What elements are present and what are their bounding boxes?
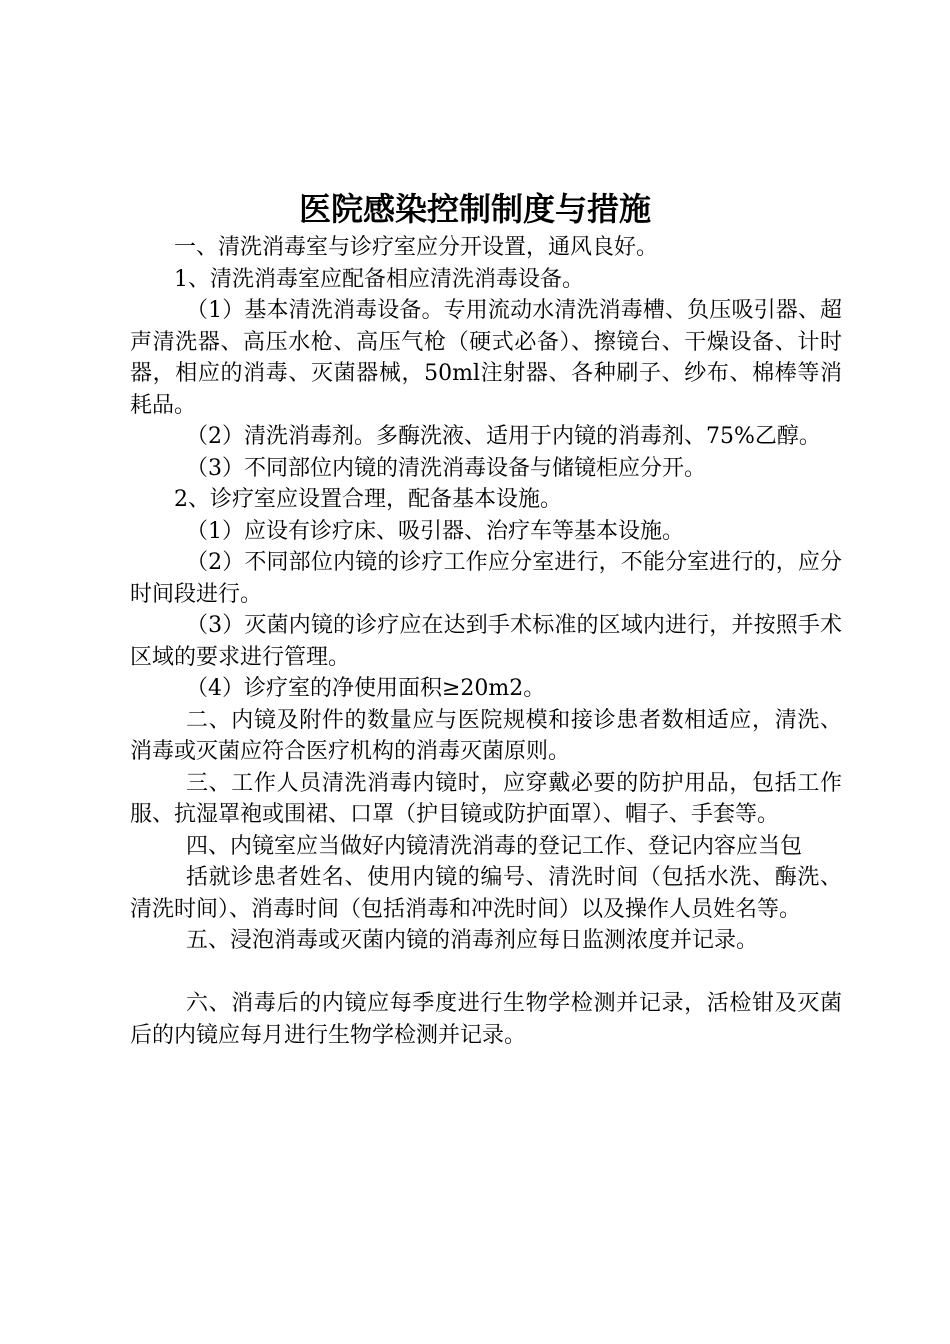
paragraph: （2）清洗消毒剂。多酶洗液、适用于内镜的消毒剂、75%乙醇。: [186, 424, 821, 449]
paragraph: 五、浸泡消毒或灭菌内镜的消毒剂应每日监测浓度并记录。: [186, 928, 759, 953]
paragraph: （3）不同部位内镜的清洗消毒设备与储镜柜应分开。: [186, 455, 706, 481]
paragraph: 四、内镜室应当做好内镜清洗消毒的登记工作、登记内容应当包: [186, 833, 803, 859]
paragraph: （2）不同部位内镜的诊疗工作应分室进行，不能分室进行的，应分时间段进行。: [130, 550, 842, 607]
paragraph: 一、清洗消毒室与诊疗室应分开设置，通风良好。: [174, 235, 659, 260]
blank-line: [130, 957, 842, 989]
paragraph: （3）灭菌内镜的诊疗应在达到手术标准的区域内进行，并按照手术区域的要求进行管理。: [130, 613, 842, 670]
paragraph: 六、消毒后的内镜应每季度进行生物学检测并记录，活检钳及灭菌后的内镜应每月进行生物学检测并记录。: [130, 991, 842, 1048]
paragraph: 1、清洗消毒室应配备相应清洗消毒设备。: [174, 266, 584, 292]
document-title: 医院感染控制制度与措施: [298, 190, 651, 228]
paragraph: （4）诊疗室的净使用面积≥20m2。: [186, 676, 546, 701]
paragraph: 二、内镜及附件的数量应与医院规模和接诊患者数相适应，清洗、消毒或灭菌应符合医疗机构的消毒灭菌原则。: [130, 707, 842, 764]
paragraph: （1）基本清洗消毒设备。专用流动水清洗消毒槽、负压吸引器、超声清洗器、高压水枪、高压气枪（硬式必备）、擦镜台、干燥设备、计时器，相应的消毒、灭菌器械，50ml注射器、各种刷子、纱布、棉棒等消耗品。: [130, 298, 842, 418]
paragraph: （1）应设有诊疗床、吸引器、治疗车等基本设施。: [186, 518, 684, 544]
paragraph: 2、诊疗室应设置合理，配备基本设施。: [174, 487, 562, 512]
paragraph: 三、工作人员清洗消毒内镜时，应穿戴必要的防护用品，包括工作服、抗湿罩袍或围裙、口罩（护目镜或防护面罩）、帽子、手套等。: [130, 770, 842, 827]
document-body: [130, 232, 842, 1051]
paragraph: 括就诊患者姓名、使用内镜的编号、清洗时间（包括水洗、酶洗、清洗时间）、消毒时间（包括消毒和冲洗时间）以及操作人员姓名等。: [130, 865, 842, 922]
